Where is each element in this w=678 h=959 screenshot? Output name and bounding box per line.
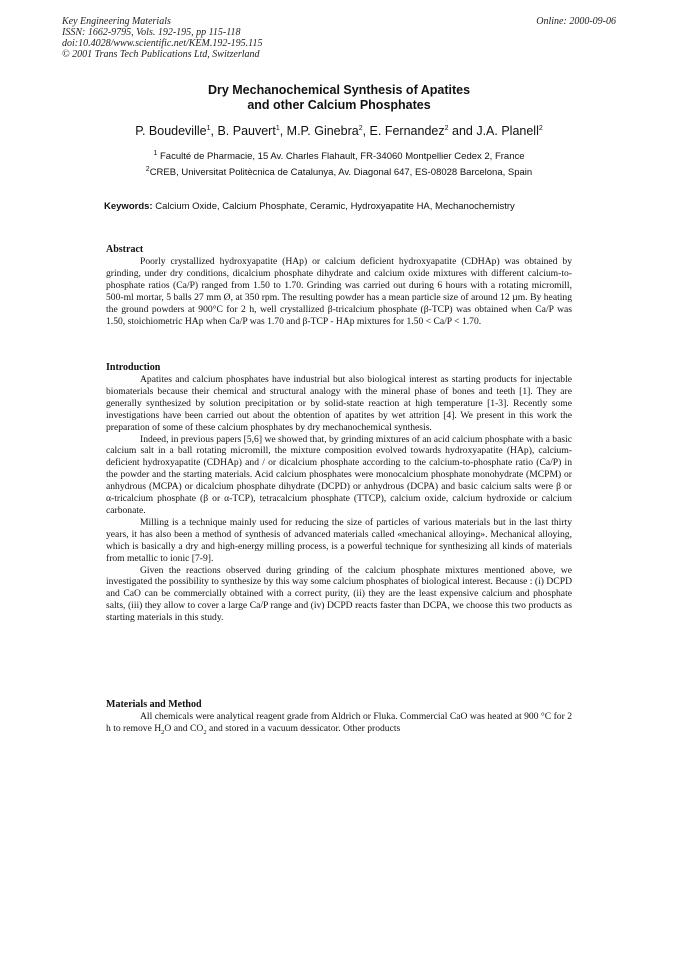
author-name: and J.A. Planell: [448, 124, 539, 138]
title-line-1: Dry Mechanochemical Synthesis of Apatites: [207, 83, 471, 97]
copyright-line: © 2001 Trans Tech Publications Ltd, Switzerland: [62, 49, 260, 60]
introduction-section: [106, 362, 572, 624]
intro-paragraph-3: Milling is a technique mainly used for reducing the size of particles of various materials but in the last thirty years, it has also been a method of synthesis of advanced materials called «mechanical alloying». Mechanical alloying, which is basically a dry and high-energy milling process, is a powerful technique for synthesizing all kinds of materials from metallic to ionic [7-9].: [106, 516, 572, 564]
doi-line: doi:10.4028/www.scientific.net/KEM.192-195.115: [62, 38, 263, 49]
online-date: Online: 2000-09-06: [536, 16, 616, 27]
author-name: , E. Fernandez: [362, 124, 445, 138]
paper-title: [0, 83, 678, 113]
intro-paragraph-1: Apatites and calcium phosphates have industrial but also biological interest as starting products for injectable biomaterials because their chemical and structural analogy with the mineral phase of bones and teeth [1]. They are generally synthesized by solution precipitation or by solid-state reaction at high temperature [1-3]. Recently some investigations have been carried out about the obtention of apatites by wet attrition [4]. We present in this work the preparation of some of these calcium phosphates by dry mechanochemical synthesis.: [106, 374, 572, 433]
affiliation-1: [0, 151, 678, 162]
materials-heading: Materials and Method: [106, 699, 202, 710]
author-list: [0, 124, 678, 138]
author-name: , M.P. Ginebra: [279, 124, 359, 138]
keywords: [104, 201, 584, 212]
affiliation-marker: 2: [538, 124, 543, 132]
abstract-text: Poorly crystallized hydroxyapatite (HAp) or calcium deficient hydroxyapatite (CDHAp) was obtained by grinding, under dry conditions, dicalcium phosphate dihydrate and calcium oxide mixtures with different calcium-to-phosphate ratios (Ca/P) ranged from 1.50 to 1.70. Grinding was carried out during 6 hours with a rotating micromill, 500-ml mortar, 5 balls 27 mm Ø, at 350 rpm. The resulting powder has a mean particle size of around 12 µm. By heating the ground powders at 900°C for 2 h, well crystallized β-tricalcium phosphate (β-TCP) was obtained when Ca/P was 1.50, stoichiometric HAp when Ca/P was 1.70 and β-TCP - HAp mixtures for 1.50 < Ca/P < 1.70.: [106, 256, 572, 327]
journal-name: Key Engineering Materials: [62, 16, 171, 27]
author-name: , B. Pauvert: [210, 124, 276, 138]
intro-paragraph-2: Indeed, in previous papers [5,6] we showed that, by grinding mixtures of an acid calcium phosphate with a basic calcium salt in a ball rotating micromill, the mixture composition evolved towards hydroxyapatite (HAp), calcium-deficient hydroxyapatite (CDHAp) and / or dicalcium phosphate according to the calcium-to-phosphate ratio (Ca/P) in the powder and the starting materials. Acid calcium phosphates were monocalcium phosphate monohydrate (MCPM) or anhydrous (MCPA) or dicalcium phosphate dihydrate (DCPD) or anhydrous (DCPA) and basic calcium salts were β or α-tricalcium phosphate (β or α-TCP), tetracalcium phosphate (TTCP), calcium oxide, calcium hydroxide or calcium carbonate.: [106, 433, 572, 516]
affiliation-text: CREB, Universitat Politècnica de Catalunya, Av. Diagonal 647, ES-08028 Barcelona, Spain: [149, 167, 533, 178]
materials-text: O and CO: [164, 722, 204, 734]
materials-paragraph-1: [106, 711, 572, 735]
author-name: P. Boudeville: [135, 124, 207, 138]
title-line-2: and other Calcium Phosphates: [247, 98, 431, 112]
issn-line: ISSN: 1662-9795, Vols. 192-195, pp 115-118: [62, 27, 241, 38]
abstract-heading: Abstract: [106, 244, 144, 255]
subscript: 2: [203, 728, 207, 736]
keywords-text: Calcium Oxide, Calcium Phosphate, Ceramic, Hydroxyapatite HA, Mechanochemistry: [152, 201, 515, 212]
introduction-heading: Introduction: [106, 362, 161, 373]
subscript: 2: [161, 728, 165, 736]
affiliation-marker: 1: [275, 124, 280, 132]
keywords-label: Keywords:: [104, 201, 153, 212]
journal-header: [62, 16, 262, 60]
affiliation-text: Faculté de Pharmacie, 15 Av. Charles Flahault, FR-34060 Montpellier Cedex 2, France: [157, 151, 525, 162]
affiliation-number: 1: [153, 149, 158, 157]
affiliation-marker: 1: [206, 124, 211, 132]
affiliation-marker: 2: [444, 124, 449, 132]
intro-paragraph-4: Given the reactions observed during grinding of the calcium phosphate mixtures mentioned above, we investigated the possibility to synthesize by this way some calcium phosphates of biological interest. Because : (i) DCPD and CaO can be commercially obtained with a correct purity, (ii) they are the least expensive calcium and phosphate salts, (iii) they allow to cover a large Ca/P range and (iv) DCPD reacts faster than DCPA, we choose this two products as starting materials in this study.: [106, 564, 572, 624]
affiliation-2: [0, 167, 678, 178]
abstract-section: [106, 244, 572, 327]
materials-text: and stored in a vacuum dessicator. Other products: [206, 722, 401, 734]
materials-section: [106, 699, 572, 735]
affiliation-number: 2: [145, 165, 150, 173]
materials-text: All chemicals were analytical reagent grade from Aldrich or Fluka. Commercial CaO was heated at 900 °C for 2 h to remove H: [106, 711, 572, 734]
affiliation-marker: 2: [358, 124, 363, 132]
